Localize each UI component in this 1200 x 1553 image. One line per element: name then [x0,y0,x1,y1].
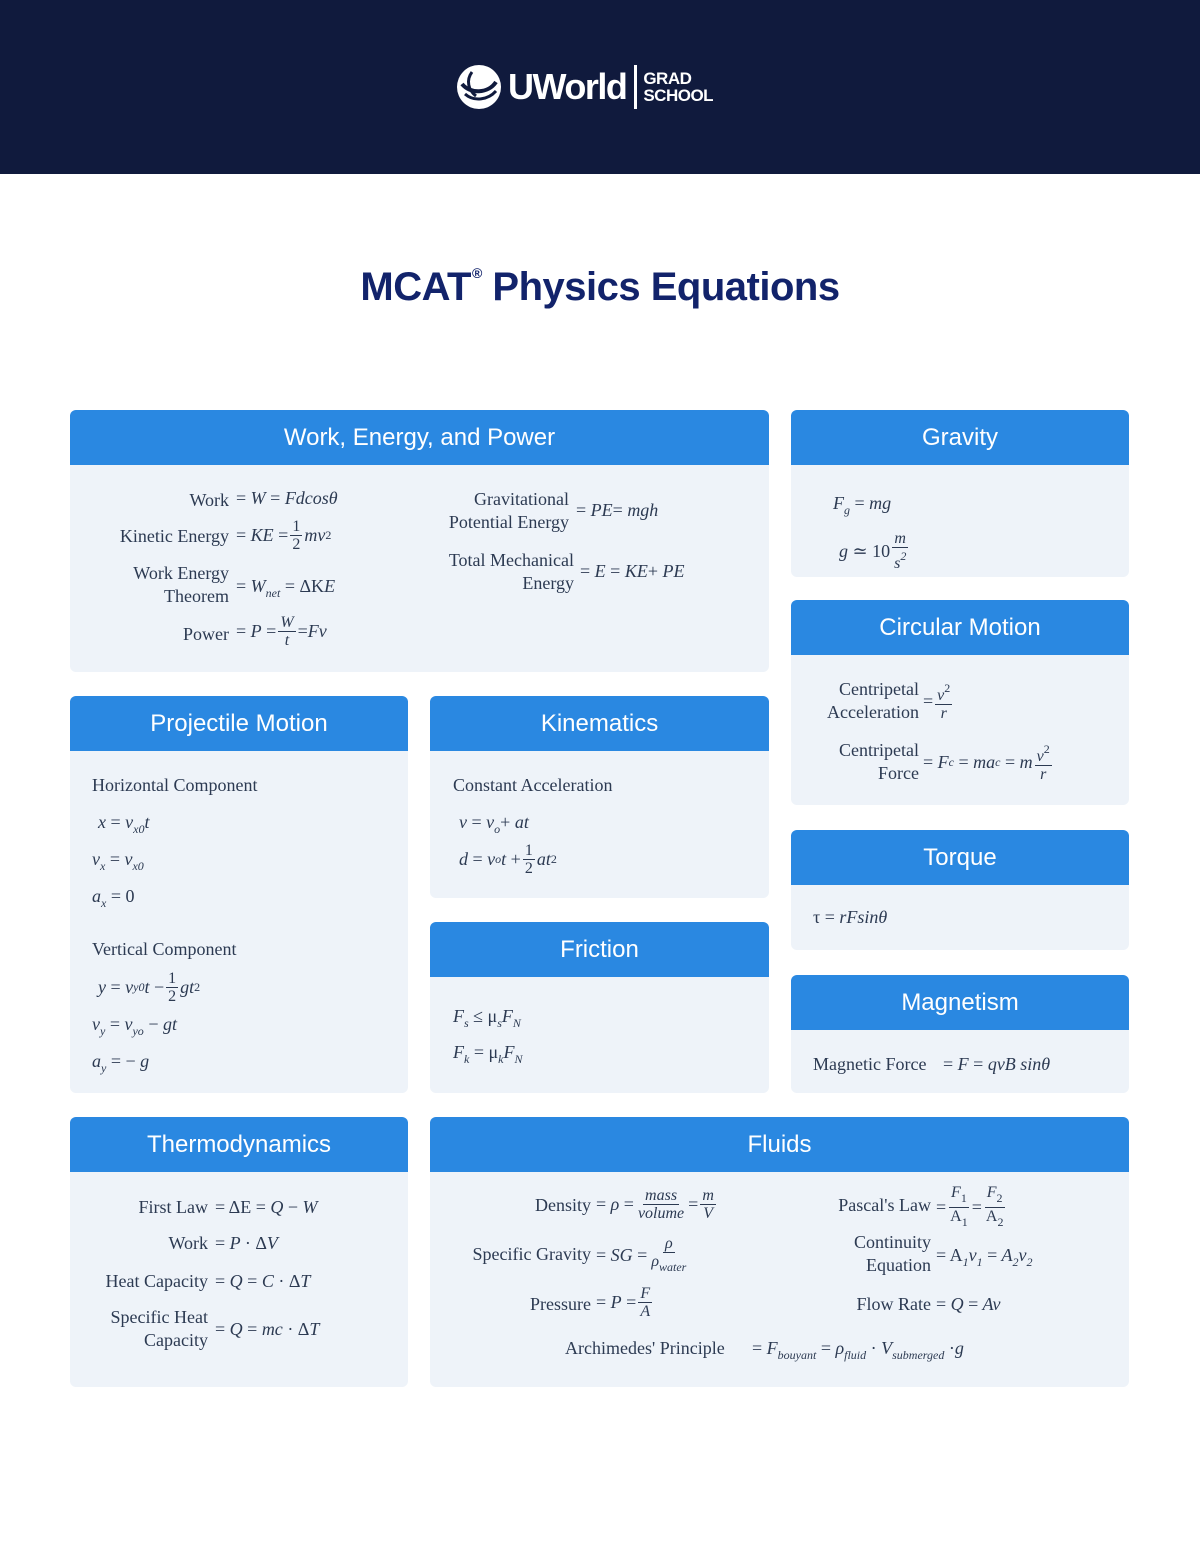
horizontal-component-label: Horizontal Component [92,775,258,795]
continuity-line2: Equation [866,1255,931,1275]
panel-title: Circular Motion [791,600,1129,655]
density-equation: = ρ = $\frac{\text{mass}}{\text{volume}}$ = $\frac{m}{V}$ [596,1187,714,1222]
title-main: MCAT [360,265,471,309]
magnetic-force-equation: = F = qvB sinθ [943,1054,1051,1074]
centripetal-force-label [839,739,919,785]
gravitational-pe-equation: = PE= mgh [576,500,659,520]
specific-heat-line1: Specific Heat [110,1307,208,1327]
pascals-law-label: Pascal's Law [838,1195,931,1215]
heat-capacity-label: Heat Capacity [105,1271,208,1291]
panel-thermodynamics [70,1117,408,1387]
wet-label-line2: Theorem [164,586,229,606]
velocity-equation: $v = v_o+$ at [459,812,529,836]
panel-circular-motion [791,600,1129,805]
panel-title: Thermodynamics [70,1117,408,1172]
horizontal-velocity-equation: $v_x = v_{x0}$ [92,849,144,873]
title-rest: Physics Equations [481,265,840,309]
work-label: Work [189,490,229,510]
registered-mark: ® [471,265,482,281]
density-label: Density [535,1195,591,1215]
panel-title: Fluids [430,1117,1129,1172]
panel-title: Work, Energy, and Power [70,410,769,465]
panel-title: Friction [430,922,769,977]
vertical-component-label: Vertical Component [92,939,237,959]
displacement-equation: d = v o t + $\frac{1}{2}$ at 2 [459,842,557,877]
pascals-law-equation: = $\frac{F_1}{A_1}$ = $\frac{F_2}{A_2}$ [936,1184,1004,1229]
torque-equation: τ = rFsinθ [813,907,888,927]
logo-sub-line1: GRAD [643,69,692,88]
specific-heat-line2: Capacity [144,1330,208,1350]
panel-fluids [430,1117,1129,1387]
total-mechanical-energy-label [449,549,574,595]
horizontal-position-equation: $x = v_{x0}t$ [98,812,150,836]
panel-title: Magnetism [791,975,1129,1030]
pressure-label: Pressure [530,1294,591,1314]
panel-title: Gravity [791,410,1129,465]
first-law-equation: = ΔE = Q − W [215,1197,318,1217]
thermo-work-label: Work [168,1233,208,1253]
panel-friction [430,922,769,1093]
logo-subtitle [643,70,713,104]
heat-capacity-equation: = Q = C · ΔT [215,1271,311,1291]
panel-torque [791,830,1129,950]
panel-title: Projectile Motion [70,696,408,751]
panel-magnetism [791,975,1129,1093]
ca-label-line1: Centripetal [839,679,919,699]
kinetic-energy-label: Kinetic Energy [119,526,229,546]
panel-kinematics [430,696,769,898]
archimedes-label: Archimedes' Principle [565,1338,725,1358]
vertical-velocity-equation: $v_y = v_{yo}$ − gt [92,1014,177,1038]
work-energy-theorem-equation: = $W_{net} = \Delta KE$ [236,576,336,600]
logo-divider [634,65,637,109]
flow-rate-label: Flow Rate [856,1294,931,1314]
centripetal-acceleration-label [827,678,919,724]
work-equation: = W = Fdcosθ [236,488,338,508]
tme-label-line2: Energy [522,573,574,593]
constant-acceleration-label: Constant Acceleration [453,775,613,795]
continuity-line1: Continuity [853,1232,931,1252]
header-bar [0,0,1200,174]
kinetic-energy-equation: = KE = $\frac{1}{2}$ mv 2 [236,518,332,553]
horizontal-acceleration-equation: $a_x = 0$ [92,886,135,910]
uworld-logo [456,62,713,112]
logo-sub-line2: SCHOOL [643,86,714,105]
kinetic-friction-equation: $F_k = \mu_kF_N$ [453,1042,523,1066]
specific-gravity-label: Specific Gravity [472,1244,591,1264]
thermo-work-equation: = P · ΔV [215,1233,278,1253]
continuity-equation: = $A_1v_1 = A_2v_2$ [936,1245,1033,1269]
first-law-label: First Law [138,1197,208,1217]
panel-projectile-motion [70,696,408,1093]
panel-work-energy-power [70,410,769,672]
power-label: Power [183,624,229,644]
specific-heat-label [111,1306,208,1352]
cf-label-line1: Centripetal [839,740,919,760]
panel-title: Kinematics [430,696,769,751]
specific-gravity-equation: = SG = $\frac{\rho}{\rho_{water}}$ [596,1235,687,1274]
ca-label-line2: Acceleration [827,702,919,722]
tme-label-line1: Total Mechanical [448,550,574,570]
panel-gravity [791,410,1129,577]
panel-title: Torque [791,830,1129,885]
page-title [0,265,1200,310]
archimedes-equation: = $F_{bouyant} = \rho_{fluid} \cdot V_{submerged} \cdot g$ [752,1338,964,1362]
gpe-label-line1: Gravitational [474,489,569,509]
centripetal-force-equation: = F c = ma c = m $\frac{v^2}{r}$ [923,742,1050,783]
gpe-label-line2: Potential Energy [448,512,569,532]
globe-icon [456,64,502,110]
vertical-acceleration-equation: $a_y$ = − g [92,1051,150,1075]
gravity-force-equation: $F_g$ = mg [833,493,892,517]
work-energy-theorem-label [133,562,229,608]
vertical-position-equation: y = v y0 t − $\frac{1}{2}$ gt 2 [98,970,201,1005]
power-equation: = P = $\frac{W}{t}$ = Fv [236,614,327,649]
total-mechanical-energy-equation: = E = KE+ PE [580,561,685,581]
specific-heat-equation: = Q = mc · ΔT [215,1319,320,1339]
logo-wordmark: UWorld [508,66,627,107]
static-friction-equation: $F_s \le \mu_sF_N$ [453,1006,521,1030]
centripetal-acceleration-equation: = $\frac{v^2}{r}$ [923,681,951,722]
gravitational-pe-label [449,488,569,534]
continuity-equation-label [854,1231,931,1277]
wet-label-line1: Work Energy [133,563,229,583]
magnetic-force-label: Magnetic Force [813,1054,927,1074]
gravity-acceleration-equation: g ≃ 10 $\frac{m}{s^2}$ [839,530,907,572]
cf-label-line2: Force [878,763,919,783]
pressure-equation: = P = $\frac{F}{A}$ [596,1285,651,1320]
flow-rate-equation: = Q = Av [936,1294,1001,1314]
